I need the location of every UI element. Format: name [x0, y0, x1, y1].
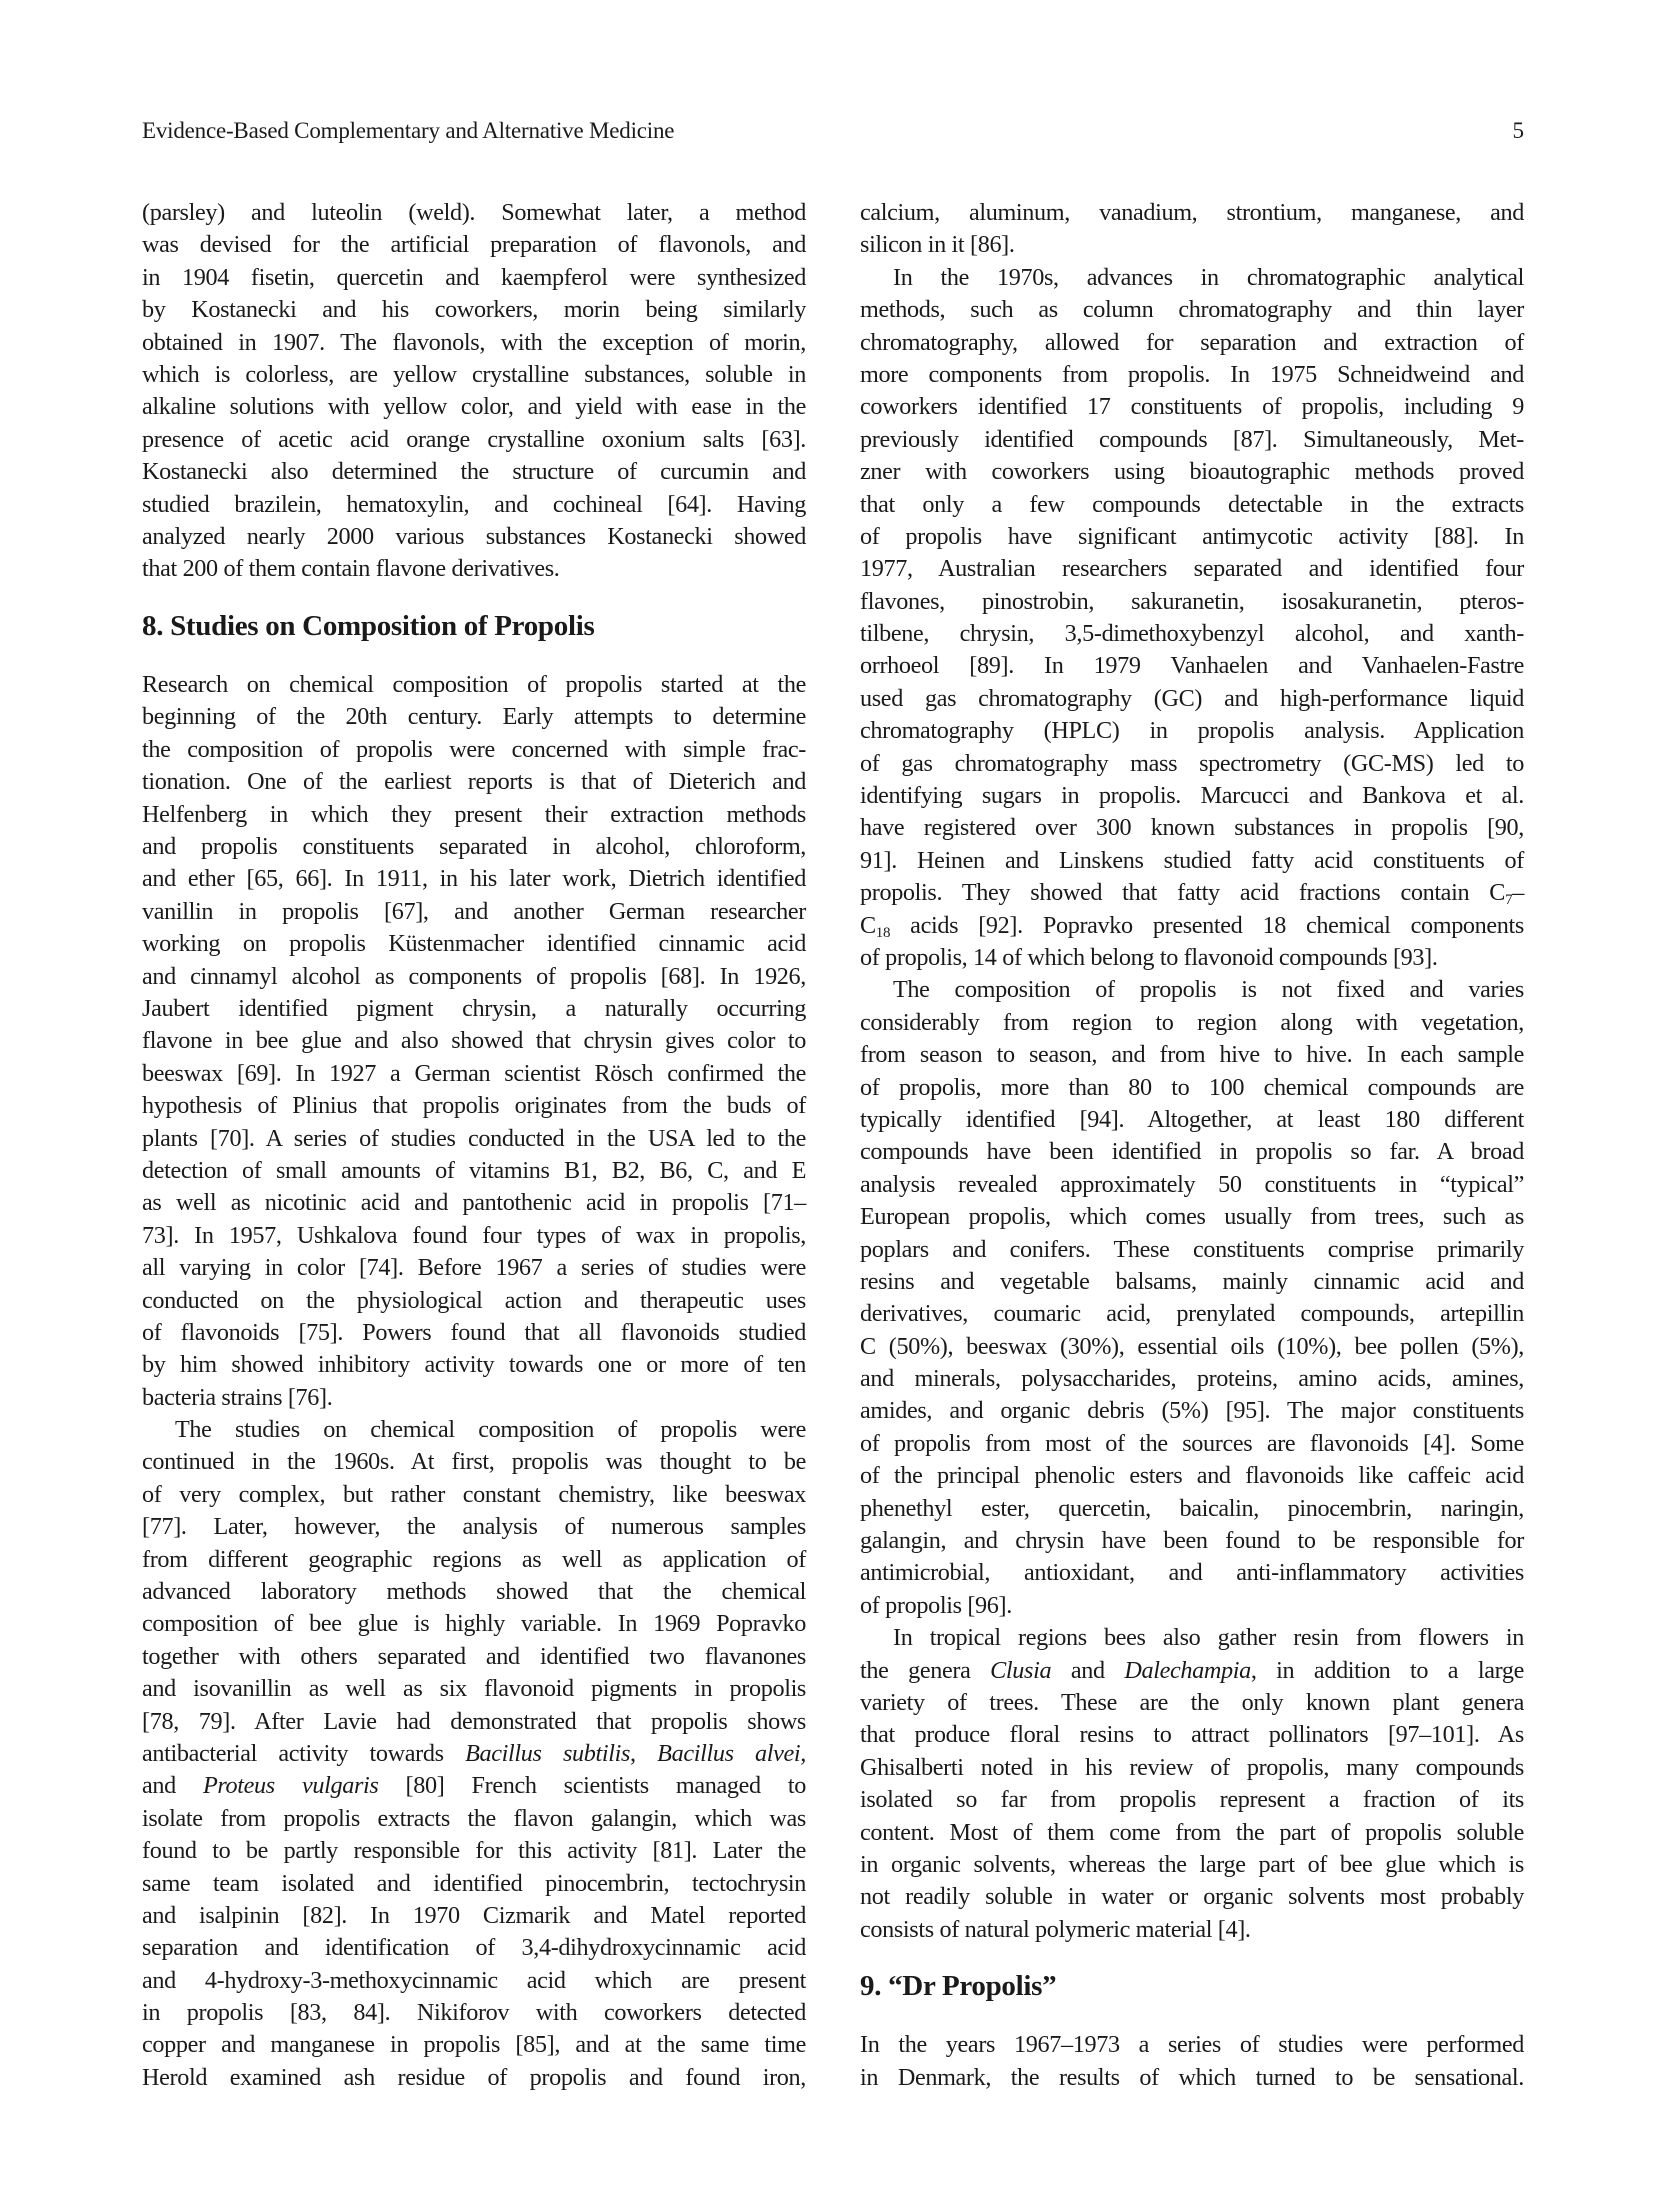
- paragraph-line: working on propolis Küstenmacher identified cinnamic acid: [142, 930, 806, 958]
- paragraph-line: vanillin in propolis [67], and another German researcher: [142, 897, 806, 925]
- paragraph-line: consists of natural polymeric material [4].: [860, 1915, 1251, 1943]
- left-column: [142, 197, 806, 2094]
- paragraph-line: was devised for the artificial preparation of flavonols, and: [142, 231, 806, 259]
- genus-name: Clusia: [990, 1656, 1052, 1684]
- paragraph-line: beeswax [69]. In 1927 a German scientist Rösch confirmed the: [142, 1059, 806, 1087]
- paragraph-line: used gas chromatography (GC) and high-performance liquid: [860, 684, 1524, 712]
- paragraph-line: silicon in it [86].: [860, 231, 1015, 259]
- paragraph-line: Helfenberg in which they present their extraction methods: [142, 800, 806, 828]
- paragraph-line: detection of small amounts of vitamins B1, B2, B6, C, and E: [142, 1156, 806, 1184]
- paragraph-line: more components from propolis. In 1975 Schneidweind and: [860, 360, 1524, 388]
- species-name: Bacillus subtilis: [465, 1739, 631, 1767]
- paragraph-line: hypothesis of Plinius that propolis originates from the buds of: [142, 1092, 806, 1120]
- paragraph-line: found to be partly responsible for this activity [81]. Later the: [142, 1837, 806, 1865]
- paragraph-line: previously identified compounds [87]. Simultaneously, Met-: [860, 425, 1524, 453]
- continuation-paragraph: [860, 197, 1524, 262]
- paragraph-line-fatty-acid: propolis. They showed that fatty acid fractions contain $C_7-$: [860, 879, 1524, 909]
- paragraph-line: resins and vegetable balsams, mainly cinnamic acid and: [860, 1267, 1524, 1295]
- paragraph-line: studied brazilein, hematoxylin, and cochineal [64]. Having: [142, 490, 806, 518]
- paragraph-line: have registered over 300 known substances in propolis [90,: [860, 814, 1524, 842]
- section-9-heading: 9. “Dr Propolis”: [860, 1970, 1057, 2003]
- paragraph-line: content. Most of them come from the part of propolis soluble: [860, 1818, 1524, 1846]
- paragraph-line: tilbene, chrysin, 3,5-dimethoxybenzyl alcohol, and xanth-: [860, 620, 1524, 648]
- paragraph-line: derivatives, coumaric acid, prenylated compounds, artepillin: [860, 1300, 1524, 1328]
- paragraph-line-italic-species: and Proteus vulgaris [80] French scientists managed to: [142, 1772, 806, 1800]
- paragraph-line: and ether [65, 66]. In 1911, in his later work, Dietrich identified: [142, 865, 806, 893]
- paragraph-line: galangin, and chrysin have been found to be responsible for: [860, 1527, 1524, 1555]
- paragraph-line: Research on chemical composition of propolis started at the: [142, 671, 806, 699]
- paragraph-line: amides, and organic debris (5%) [95]. The major constituents: [860, 1397, 1524, 1425]
- running-head: Evidence-Based Complementary and Alternative Medicine: [142, 118, 675, 143]
- species-name: Bacillus alvei,: [657, 1739, 806, 1767]
- paragraph-line: flavones, pinostrobin, sakuranetin, isosakuranetin, pteros-: [860, 587, 1524, 615]
- paragraph-tropical: [860, 1687, 1524, 1946]
- paragraph-1970s: [860, 262, 1524, 877]
- paragraph-line: from season to season, and from hive to hive. In each sample: [860, 1041, 1524, 1069]
- paragraph-line: of gas chromatography mass spectrometry (GC-MS) led to: [860, 749, 1524, 777]
- paragraph-line: [78, 79]. After Lavie had demonstrated that propolis shows: [142, 1707, 806, 1735]
- paragraph-line: from different geographic regions as well as application of: [142, 1545, 806, 1573]
- paragraph-composition: [860, 974, 1524, 1622]
- paragraph-line: [77]. Later, however, the analysis of numerous samples: [142, 1513, 806, 1541]
- paragraph-line: (parsley) and luteolin (weld). Somewhat later, a method: [142, 199, 806, 226]
- paragraph-line: by Kostanecki and his coworkers, morin being similarly: [142, 296, 806, 324]
- genus-name: Dalechampia: [1124, 1656, 1251, 1684]
- paragraph-line: compounds have been identified in propolis so far. A broad: [860, 1138, 1524, 1166]
- section-9-paragraph: [860, 2029, 1524, 2094]
- paragraph-line: 91]. Heinen and Linskens studied fatty acid constituents of: [860, 846, 1524, 874]
- paragraph-line: zner with coworkers using bioautographic methods proved: [860, 458, 1524, 486]
- paragraph-line: Jaubert identified pigment chrysin, a naturally occurring: [142, 994, 806, 1022]
- paragraph-line: of very complex, but rather constant chemistry, like beeswax: [142, 1480, 806, 1508]
- paragraph-line: continued in the 1960s. At first, propolis was thought to be: [142, 1448, 806, 1476]
- paragraph-line: phenethyl ester, quercetin, baicalin, pinocembrin, naringin,: [860, 1494, 1524, 1522]
- page-number: 5: [1512, 118, 1524, 143]
- paragraph-line: in organic solvents, whereas the large part of bee glue which is: [860, 1850, 1524, 1878]
- paragraph-line-italic-genera: the genera Clusia and Dalechampia, in addition to a large: [860, 1656, 1524, 1684]
- subscript: 18: [875, 924, 891, 941]
- paragraph-line: variety of trees. These are the only known plant genera: [860, 1688, 1524, 1716]
- paragraph-line: in 1904 fisetin, quercetin and kaempferol were synthesized: [142, 263, 806, 291]
- paragraph-line: composition of bee glue is highly variable. In 1969 Popravko: [142, 1610, 806, 1638]
- paragraph-line: as well as nicotinic acid and pantothenic acid in propolis [71–: [142, 1189, 806, 1217]
- paragraph-line: isolate from propolis extracts the flavon galangin, which was: [142, 1804, 806, 1832]
- species-name: Proteus vulgaris: [202, 1772, 379, 1800]
- paragraph-line: of propolis [96].: [860, 1591, 1012, 1619]
- paragraph-line: poplars and conifers. These constituents comprise primarily: [860, 1235, 1524, 1263]
- paragraph-line: In the 1970s, advances in chromatographic analytical: [893, 263, 1524, 291]
- paragraph-line: and isalpinin [82]. In 1970 Cizmarik and Matel reported: [142, 1901, 806, 1929]
- paragraph-line: in propolis [83, 84]. Nikiforov with coworkers detected: [142, 1999, 806, 2027]
- paragraph-line: in Denmark, the results of which turned to be sensational.: [860, 2063, 1524, 2091]
- paragraph-line: that only a few compounds detectable in the extracts: [860, 490, 1524, 518]
- paragraph-line: C (50%), beeswax (30%), essential oils (10%), bee pollen (5%),: [860, 1332, 1524, 1360]
- paragraph-line: European propolis, which comes usually from trees, such as: [860, 1203, 1524, 1231]
- paragraph-line: tionation. One of the earliest reports is that of Dieterich and: [142, 768, 806, 796]
- paragraph-line: alkaline solutions with yellow color, and yield with ease in the: [142, 393, 806, 421]
- paragraph-1970s-tail: [860, 942, 1524, 974]
- paragraph-tropical-first-line: In tropical regions bees also gather resin from flowers in: [893, 1624, 1524, 1652]
- paragraph-line-italic-species: antibacterial activity towards Bacillus subtilis, Bacillus alvei,: [142, 1739, 806, 1767]
- paragraph-line: Kostanecki also determined the structure of curcumin and: [142, 458, 806, 486]
- paragraph-line: obtained in 1907. The flavonols, with the exception of morin,: [142, 328, 806, 356]
- paragraph-line: Ghisalberti noted in his review of propolis, many compounds: [860, 1753, 1524, 1781]
- paragraph-line: coworkers identified 17 constituents of propolis, including 9: [860, 393, 1524, 421]
- paragraph-line: together with others separated and identified two flavanones: [142, 1642, 806, 1670]
- paragraph-line: of propolis have significant antimycotic activity [88]. In: [860, 522, 1524, 550]
- section-8-paragraph-1: [142, 669, 806, 1414]
- paragraph-line: The composition of propolis is not fixed and varies: [893, 976, 1524, 1004]
- paragraph-line: all varying in color [74]. Before 1967 a series of studies were: [142, 1254, 806, 1282]
- paragraph-line: methods, such as column chromatography and thin layer: [860, 296, 1524, 324]
- paragraph-line: antimicrobial, antioxidant, and anti-inflammatory activities: [860, 1559, 1524, 1587]
- paragraph-line: of propolis, more than 80 to 100 chemical compounds are: [860, 1073, 1524, 1101]
- paragraph-line: of the principal phenolic esters and flavonoids like caffeic acid: [860, 1462, 1524, 1490]
- paragraph-line: analysis revealed approximately 50 constituents in “typical”: [860, 1170, 1524, 1198]
- paragraph-line: presence of acetic acid orange crystalline oxonium salts [63].: [142, 425, 806, 453]
- paragraph-line: analyzed nearly 2000 various substances Kostanecki showed: [142, 522, 806, 550]
- paragraph-line: orrhoeol [89]. In 1979 Vanhaelen and Vanhaelen-Fastre: [860, 652, 1524, 680]
- paragraph-line: the composition of propolis were concerned with simple frac-: [142, 735, 806, 763]
- paragraph-line: typically identified [94]. Altogether, at least 180 different: [860, 1105, 1524, 1133]
- paragraph-line: flavone in bee glue and also showed that chrysin gives color to: [142, 1027, 806, 1055]
- paragraph-line: isolated so far from propolis represent a fraction of its: [860, 1786, 1524, 1814]
- paragraph-line: same team isolated and identified pinocembrin, tectochrysin: [142, 1869, 806, 1897]
- paragraph-line: chromatography, allowed for separation and extraction of: [860, 328, 1524, 356]
- paragraph-line: beginning of the 20th century. Early attempts to determine: [142, 703, 806, 731]
- paragraph-line: that 200 of them contain flavone derivatives.: [142, 555, 560, 583]
- paragraph-line: of flavonoids [75]. Powers found that all flavonoids studied: [142, 1318, 806, 1346]
- paragraph-line: identifying sugars in propolis. Marcucci and Bankova et al.: [860, 782, 1524, 810]
- paragraph-line: plants [70]. A series of studies conducted in the USA led to the: [142, 1124, 806, 1152]
- paragraph-line: and 4-hydroxy-3-methoxycinnamic acid which are present: [142, 1966, 806, 1994]
- paragraph-line-c18: $C_{18}$ acids [92]. Popravko presented 18 chemical components: [860, 911, 1524, 941]
- right-column: [860, 197, 1524, 2094]
- paragraph-line: calcium, aluminum, vanadium, strontium, manganese, and: [860, 199, 1524, 226]
- intro-paragraph: [142, 197, 806, 586]
- paragraph-line: conducted on the physiological action and therapeutic uses: [142, 1286, 806, 1314]
- paragraph-line: separation and identification of 3,4-dihydroxycinnamic acid: [142, 1934, 806, 1962]
- paragraph-line: 73]. In 1957, Ushkalova found four types of wax in propolis,: [142, 1221, 806, 1249]
- paragraph-line: Herold examined ash residue of propolis and found iron,: [142, 2063, 806, 2091]
- paragraph-line: The studies on chemical composition of propolis were: [175, 1416, 806, 1444]
- paragraph-line: by him showed inhibitory activity towards one or more of ten: [142, 1351, 806, 1379]
- subscript: 7: [1505, 892, 1513, 909]
- paragraph-line: copper and manganese in propolis [85], and at the same time: [142, 2031, 806, 2059]
- paragraph-line: not readily soluble in water or organic solvents most probably: [860, 1883, 1524, 1911]
- paragraph-line: considerably from region to region along with vegetation,: [860, 1008, 1524, 1036]
- paragraph-line: and propolis constituents separated in alcohol, chloroform,: [142, 833, 806, 861]
- paragraph-line: In the years 1967–1973 a series of studies were performed: [860, 2031, 1524, 2059]
- paragraph-line: of propolis, 14 of which belong to flavonoid compounds [93].: [860, 943, 1438, 971]
- paragraph-line: and cinnamyl alcohol as components of propolis [68]. In 1926,: [142, 962, 806, 990]
- paragraph-line: chromatography (HPLC) in propolis analysis. Application: [860, 717, 1524, 745]
- paragraph-line: bacteria strains [76].: [142, 1383, 333, 1411]
- paragraph-line: of propolis from most of the sources are flavonoids [4]. Some: [860, 1429, 1524, 1457]
- section-8-paragraph-2: [142, 1414, 806, 1738]
- paragraph-line: 1977, Australian researchers separated and identified four: [860, 555, 1524, 583]
- section-8-paragraph-2-tail: [142, 1803, 806, 2095]
- paragraph-line: and minerals, polysaccharides, proteins, amino acids, amines,: [860, 1365, 1524, 1393]
- paragraph-line: which is colorless, are yellow crystalline substances, soluble in: [142, 360, 806, 388]
- section-8-heading: 8. Studies on Composition of Propolis: [142, 609, 595, 642]
- paragraph-line: advanced laboratory methods showed that the chemical: [142, 1578, 806, 1606]
- paragraph-line: and isovanillin as well as six flavonoid pigments in propolis: [142, 1675, 806, 1703]
- paragraph-line: that produce floral resins to attract pollinators [97–101]. As: [860, 1721, 1524, 1749]
